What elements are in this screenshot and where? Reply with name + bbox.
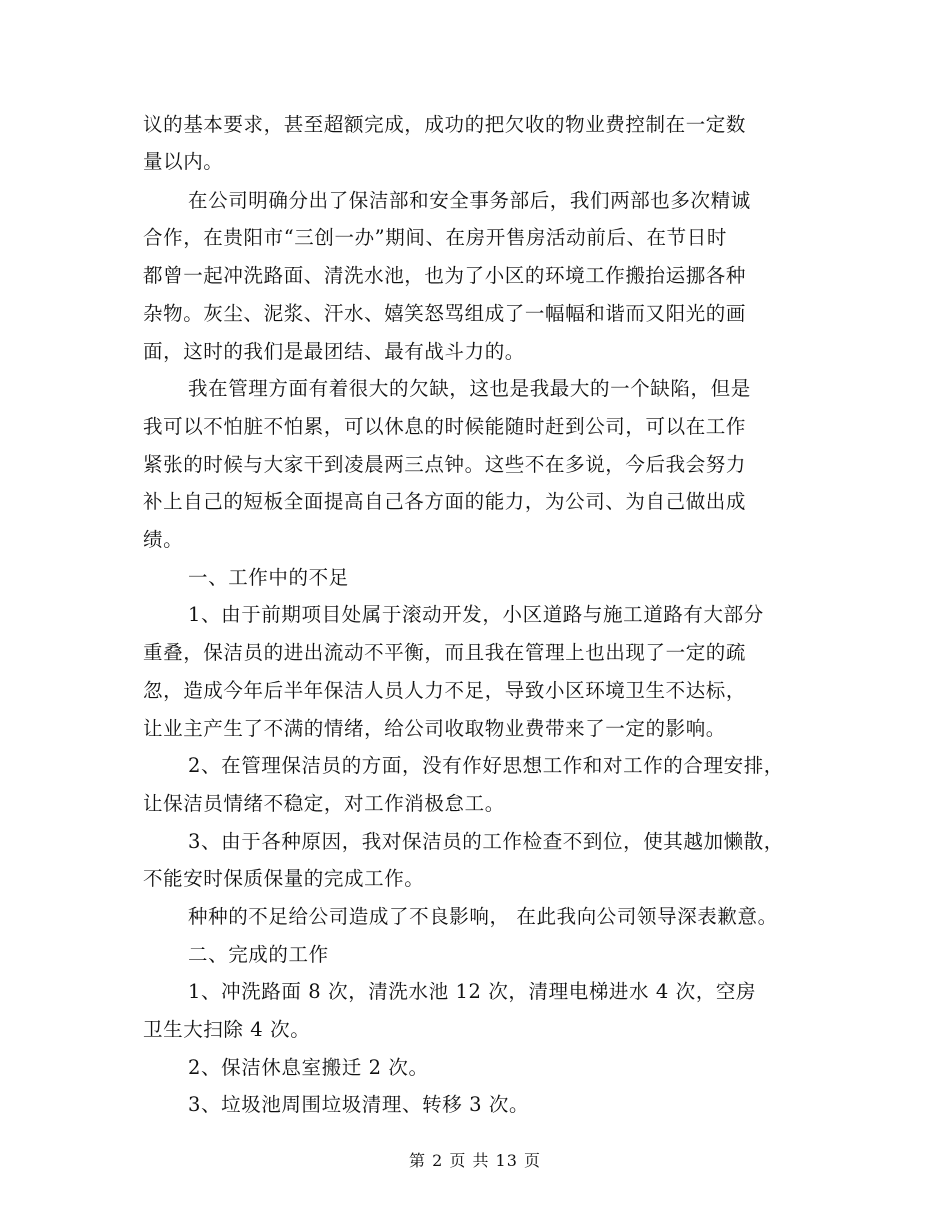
body-text-line: 让业主产生了不满的情绪，给公司收取物业费带来了一定的影响。 <box>143 717 726 740</box>
body-text-line: 1、冲洗路面 8 次，清洗水池 12 次，清理电梯进水 4 次，空房 <box>188 980 757 1003</box>
body-text-line: 在公司明确分出了保洁部和安全事务部后，我们两部也多次精诚 <box>188 189 751 212</box>
body-text-line: 2、保洁休息室搬迁 2 次。 <box>188 1056 429 1079</box>
body-text-line: 种种的不足给公司造成了不良影响， 在此我向公司领导深表歉意。 <box>188 905 778 928</box>
section-heading: 二、完成的工作 <box>188 943 329 966</box>
body-text-line: 补上自己的短板全面提高自己各方面的能力，为公司、为自己做出成 <box>143 490 747 513</box>
body-text-line: 不能安时保质保量的完成工作。 <box>143 867 425 890</box>
body-text-line: 合作，在贵阳市“三创一办”期间、在房开售房活动前后、在节日时 <box>143 226 727 249</box>
body-text-line: 面，这时的我们是最团结、最有战斗力的。 <box>143 340 525 363</box>
body-text-line: 2、在管理保洁员的方面，没有作好思想工作和对工作的合理安排， <box>188 754 784 777</box>
section-heading: 一、工作中的不足 <box>188 566 349 589</box>
body-text-line: 3、由于各种原因，我对保洁员的工作检查不到位，使其越加懒散， <box>188 830 784 853</box>
body-text-line: 重叠，保洁员的进出流动不平衡，而且我在管理上也出现了一定的疏 <box>143 641 747 664</box>
page-number-footer: 第 2 页 共 13 页 <box>409 1151 541 1170</box>
body-text-line: 忽，造成今年后半年保洁人员人力不足，导致小区环境卫生不达标， <box>143 679 747 702</box>
body-text-line: 都曾一起冲洗路面、清洗水池，也为了小区的环境工作搬抬运挪各种 <box>143 264 747 287</box>
body-text-line: 量以内。 <box>143 150 224 173</box>
body-text-line: 我在管理方面有着很大的欠缺，这也是我最大的一个缺陷，但是 <box>188 377 751 400</box>
body-text-line: 绩。 <box>143 528 184 551</box>
body-text-line: 紧张的时候与大家干到凌晨两三点钟。这些不在多说，今后我会努力 <box>143 453 747 476</box>
body-text-line: 3、垃圾池周围垃圾清理、转移 3 次。 <box>188 1093 530 1116</box>
body-text-line: 杂物。灰尘、泥浆、汗水、嬉笑怒骂组成了一幅幅和谐而又阳光的画 <box>143 302 747 325</box>
body-text-line: 我可以不怕脏不怕累，可以休息的时候能随时赶到公司，可以在工作 <box>143 415 747 438</box>
body-text-line: 1、由于前期项目处属于滚动开发，小区道路与施工道路有大部分 <box>188 603 764 626</box>
body-text-line: 议的基本要求，甚至超额完成，成功的把欠收的物业费控制在一定数 <box>143 113 747 136</box>
body-text-line: 让保洁员情绪不稳定，对工作消极怠工。 <box>143 792 505 815</box>
body-text-line: 卫生大扫除 4 次。 <box>143 1018 311 1041</box>
